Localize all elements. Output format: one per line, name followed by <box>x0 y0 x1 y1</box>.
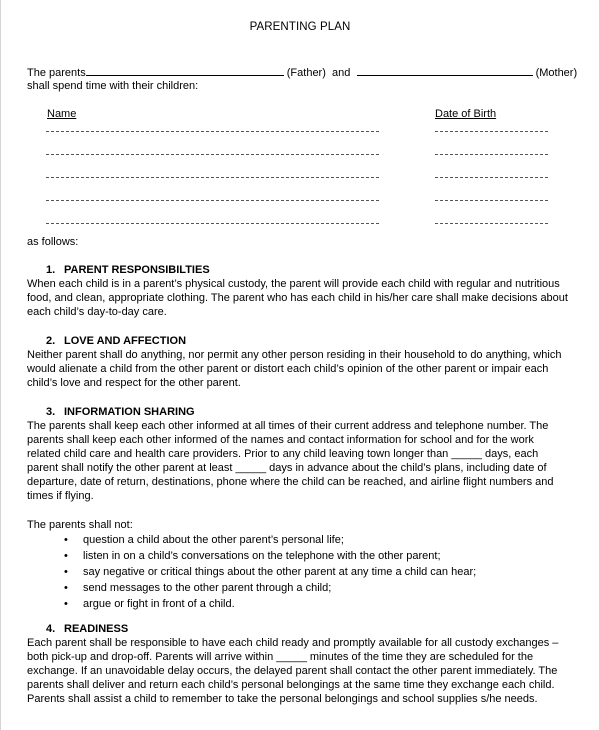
list-item: • argue or fight in front of a child. <box>64 598 235 610</box>
mother-label: (Mother) <box>535 67 578 79</box>
father-label: (Father) <box>286 67 326 79</box>
section-line: exchange. If an unavoidable delay occurs, the delayed parent shall contact the other parent immediately. The <box>27 665 558 677</box>
child-dob-field[interactable] <box>435 154 548 155</box>
section-line: related child care and health care providers. Prior to any child leaving town longer than _____ days, each <box>27 448 539 460</box>
child-dob-field[interactable] <box>435 223 548 224</box>
bullet-icon: • <box>64 566 68 578</box>
child-dob-field[interactable] <box>435 131 548 132</box>
section-line: When each child is in a parent’s physical custody, the parent will provide each child with regular and nutritious <box>27 278 560 290</box>
section-line: parent shall notify the other parent at least _____ days in advance about the child’s plans, including date of <box>27 462 547 474</box>
section-heading: 2. LOVE AND AFFECTION <box>46 335 187 347</box>
father-name-field[interactable] <box>86 65 284 76</box>
child-name-field[interactable] <box>46 223 379 224</box>
section-line: Parents shall assist a child to remember to take the personal belongings and school supplies s/he needs. <box>27 693 538 705</box>
list-item: • listen in on a child’s conversations on the telephone with the other parent; <box>64 550 441 562</box>
child-name-field[interactable] <box>46 200 379 201</box>
section-line: parents shall deliver and return each child’s personal belongings at the same time they exchange each child. <box>27 679 555 691</box>
child-dob-field[interactable] <box>435 177 548 178</box>
section-line: departure, date of return, destinations, phone where the child can be reached, and airline flight numbers and <box>27 476 554 488</box>
child-name-field[interactable] <box>46 131 379 132</box>
shall-not-intro: The parents shall not: <box>27 519 133 531</box>
section-line: Each parent shall be responsible to have each child ready and promptly available for all custody exchanges – <box>27 637 559 649</box>
bullet-icon: • <box>64 598 68 610</box>
list-item: • say negative or critical things about the other parent at any time a child can hear; <box>64 566 477 578</box>
shall-not-list <box>27 533 579 613</box>
and-text: and <box>332 67 351 79</box>
bullet-icon: • <box>64 550 68 562</box>
mother-name-field[interactable] <box>357 65 533 76</box>
section-line: Neither parent shall do anything, nor permit any other person residing in their household to do anything, which <box>27 349 562 361</box>
name-column-header: Name <box>47 108 77 120</box>
section-heading: 3. INFORMATION SHARING <box>46 406 195 418</box>
dob-column-header: Date of Birth <box>435 108 497 120</box>
bullet-icon: • <box>64 582 68 594</box>
section-heading: 4. READINESS <box>46 623 129 635</box>
section-line: parents shall keep each other informed of the names and contact information for school and for the work <box>27 434 534 446</box>
parents-prefix: The parents <box>27 67 86 79</box>
child-dob-field[interactable] <box>435 200 548 201</box>
page-border-left <box>0 0 1 730</box>
section-love-and-affection <box>27 334 579 390</box>
section-line: child’s love and respect for the other parent. <box>27 377 241 389</box>
section-line: times if flying. <box>27 490 94 502</box>
child-name-field[interactable] <box>46 154 379 155</box>
section-line: The parents shall keep each other informed at all times of their current address and telephone number. The <box>27 420 549 432</box>
parents-line-2: shall spend time with their children: <box>27 80 199 92</box>
section-line: would alienate a child from the other parent or distort each child’s opinion of the other parent or impair each <box>27 363 549 375</box>
section-parent-responsibilities <box>27 263 579 319</box>
section-line: food, and clean, appropriate clothing. The parent who has each child in his/her care shall make decisions about <box>27 292 568 304</box>
section-line: each child’s day-to-day care. <box>27 306 167 318</box>
section-information-sharing <box>27 405 579 503</box>
child-name-field[interactable] <box>46 177 379 178</box>
section-readiness <box>27 622 579 706</box>
section-heading: 1. PARENT RESPONSIBILTIES <box>46 264 210 276</box>
list-item: • send messages to the other parent through a child; <box>64 582 332 594</box>
section-line: both pick-up and drop-off. Parents will arrive within _____ minutes of the time they are scheduled for the <box>27 651 534 663</box>
parents-line <box>27 65 577 80</box>
list-item: • question a child about the other parent’s personal life; <box>64 534 344 546</box>
bullet-icon: • <box>64 534 68 546</box>
page-title: PARENTING PLAN <box>249 21 351 33</box>
as-follows-text: as follows: <box>27 236 79 248</box>
